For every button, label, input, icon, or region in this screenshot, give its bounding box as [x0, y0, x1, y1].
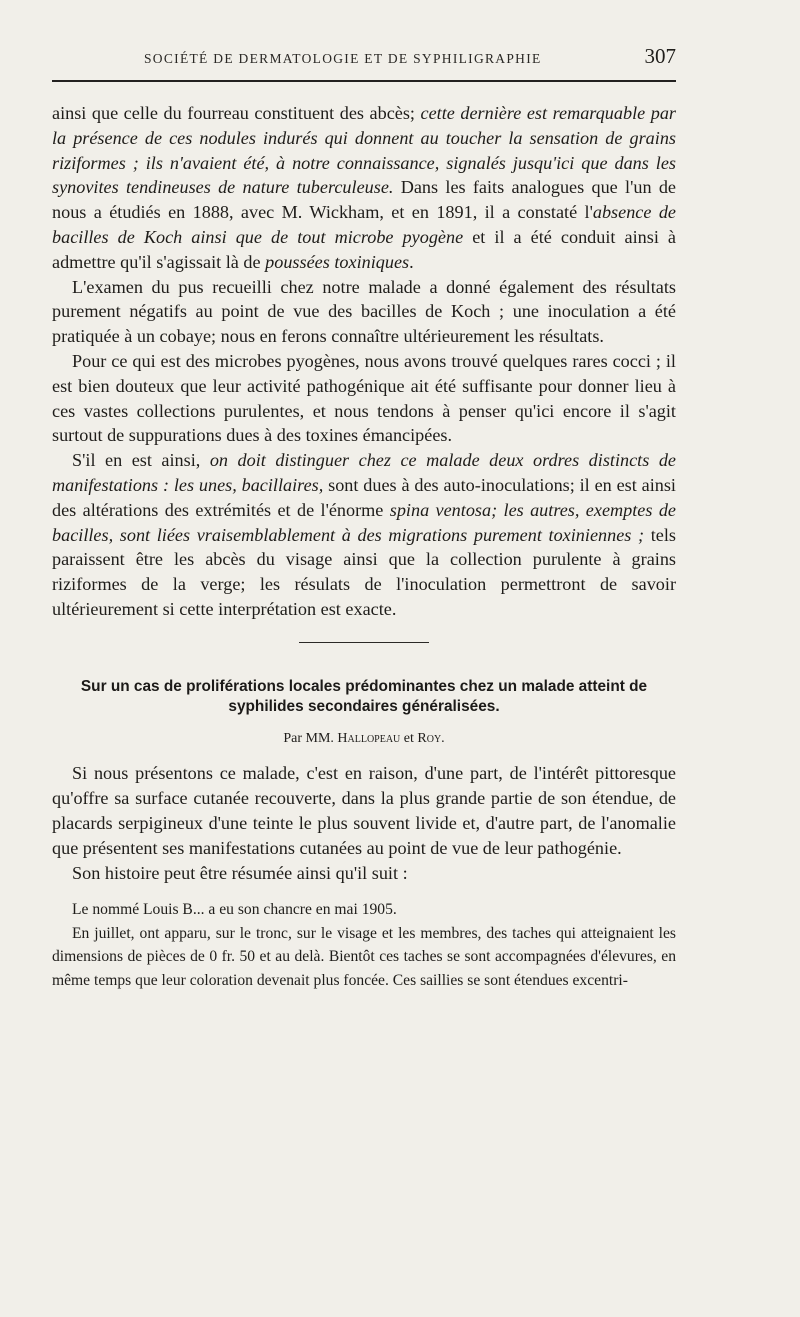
- italic-run: absence de bacilles de Koch ainsi que de tout microbe pyogène: [52, 202, 676, 247]
- text-run: et il a été conduit ainsi à admettre qu'il s'agissait là de: [52, 226, 676, 272]
- byline: [52, 731, 676, 747]
- header-rule: [52, 80, 676, 82]
- paragraph-conclusion: [52, 448, 676, 622]
- case-paragraph: Le nommé Louis B... a eu son chancre en mai 1905.: [72, 901, 397, 919]
- byline-prefix: Par MM.: [283, 731, 338, 747]
- paragraph-continued: [52, 101, 676, 275]
- italic-run: on doit distinguer chez ce malade deux ordres distincts de manifestations : les unes, bacillaires,: [52, 450, 676, 495]
- italic-run: cette dernière est remarquable par la présence de ces nodules indurés qui donnent au toucher la sensation de grains riziformes ; ils n'avaient été, à notre connaissance, signalés jusqu'ici que dans les synovites tendineuses de nature tuberculeuse.: [52, 103, 676, 198]
- section-continuation: [52, 101, 676, 622]
- running-title: SOCIÉTÉ DE DERMATOLOGIE ET DE SYPHILIGRAPHIE: [144, 51, 542, 66]
- text-run: sont dues à des auto-inoculations; il en est ainsi des altérations des extrémités et de l'énorme: [52, 474, 676, 520]
- text-run: Dans les faits analogues que l'un de nous a étudiés en 1888, avec M. Wickham, et en 1891, il a constaté l': [52, 177, 676, 223]
- paragraph-intro: Si nous présentons ce malade, c'est en raison, d'une part, de l'intérêt pittoresque qu'offre sa surface cutanée recouverte, dans la plus grande partie de son étendue, de placards serpigineux d'une teinte le plus souvent livide et, d'autre part, de l'anomalie que présentent ses manifestations cutanées au point de vue de leur pathogénie.: [52, 763, 676, 859]
- italic-run: spina ventosa; les autres, exemptes de bacilles, sont liées vraisemblablement à des migrations purement toxiniennes ;: [52, 499, 676, 545]
- text-run: S'il en est ainsi,: [72, 450, 210, 471]
- paragraph-pyogenes: Pour ce qui est des microbes pyogènes, nous avons trouvé quelques rares cocci ; il est bien douteux que leur activité pathogénique ait été suffisante pour donner lieu à ces vastes collections purulentes, et nous tendons à penser qu'ici encore il s'agit surtout de suppurations dues à des toxines émancipées.: [52, 350, 676, 446]
- case-report: [52, 898, 676, 992]
- text-run: ainsi que celle du fourreau constituent des abcès;: [52, 103, 421, 123]
- page: [52, 44, 676, 993]
- italic-run: poussées toxiniques: [265, 251, 410, 272]
- byline-suffix: .: [441, 731, 445, 747]
- author-name: Roy: [417, 731, 442, 747]
- page-number: 307: [644, 44, 676, 68]
- paragraph-pus-exam: L'examen du pus recueilli chez notre malade a donné également des résultats purement négatifs au point de vue des bacilles de Koch ; une inoculation a été pratiquée à un cobaye; nous en ferons connaître ultérieurement les résultats.: [52, 276, 676, 347]
- case-paragraph: En juillet, ont apparu, sur le tronc, sur le visage et les membres, des taches qui atteignaient les dimensions de pièces de 0 fr. 50 et au delà. Bientôt ces taches se sont accompagnées d'élevures, en même temps que leur coloration devenait plus foncée. Ces saillies se sont étendues excentri-: [52, 924, 676, 990]
- section-separator: [299, 642, 429, 644]
- paragraph-history: Son histoire peut être résumée ainsi qu'il suit :: [72, 863, 408, 884]
- author-name: Hallopeau: [337, 731, 401, 747]
- article-body: [52, 761, 676, 886]
- article-title: Sur un cas de proliférations locales prédominantes chez un malade atteint de syphilides secondaires généralisées.: [80, 678, 648, 716]
- text-run: .: [409, 251, 414, 272]
- text-run: tels paraissent être les abcès du visage ainsi que la collection purulente à grains riziformes de la verge; les résulats de l'inoculation permettront de savoir ultérieurement si cette interprétation est exacte.: [52, 524, 676, 619]
- byline-and: et: [400, 731, 418, 747]
- running-head: [52, 44, 676, 76]
